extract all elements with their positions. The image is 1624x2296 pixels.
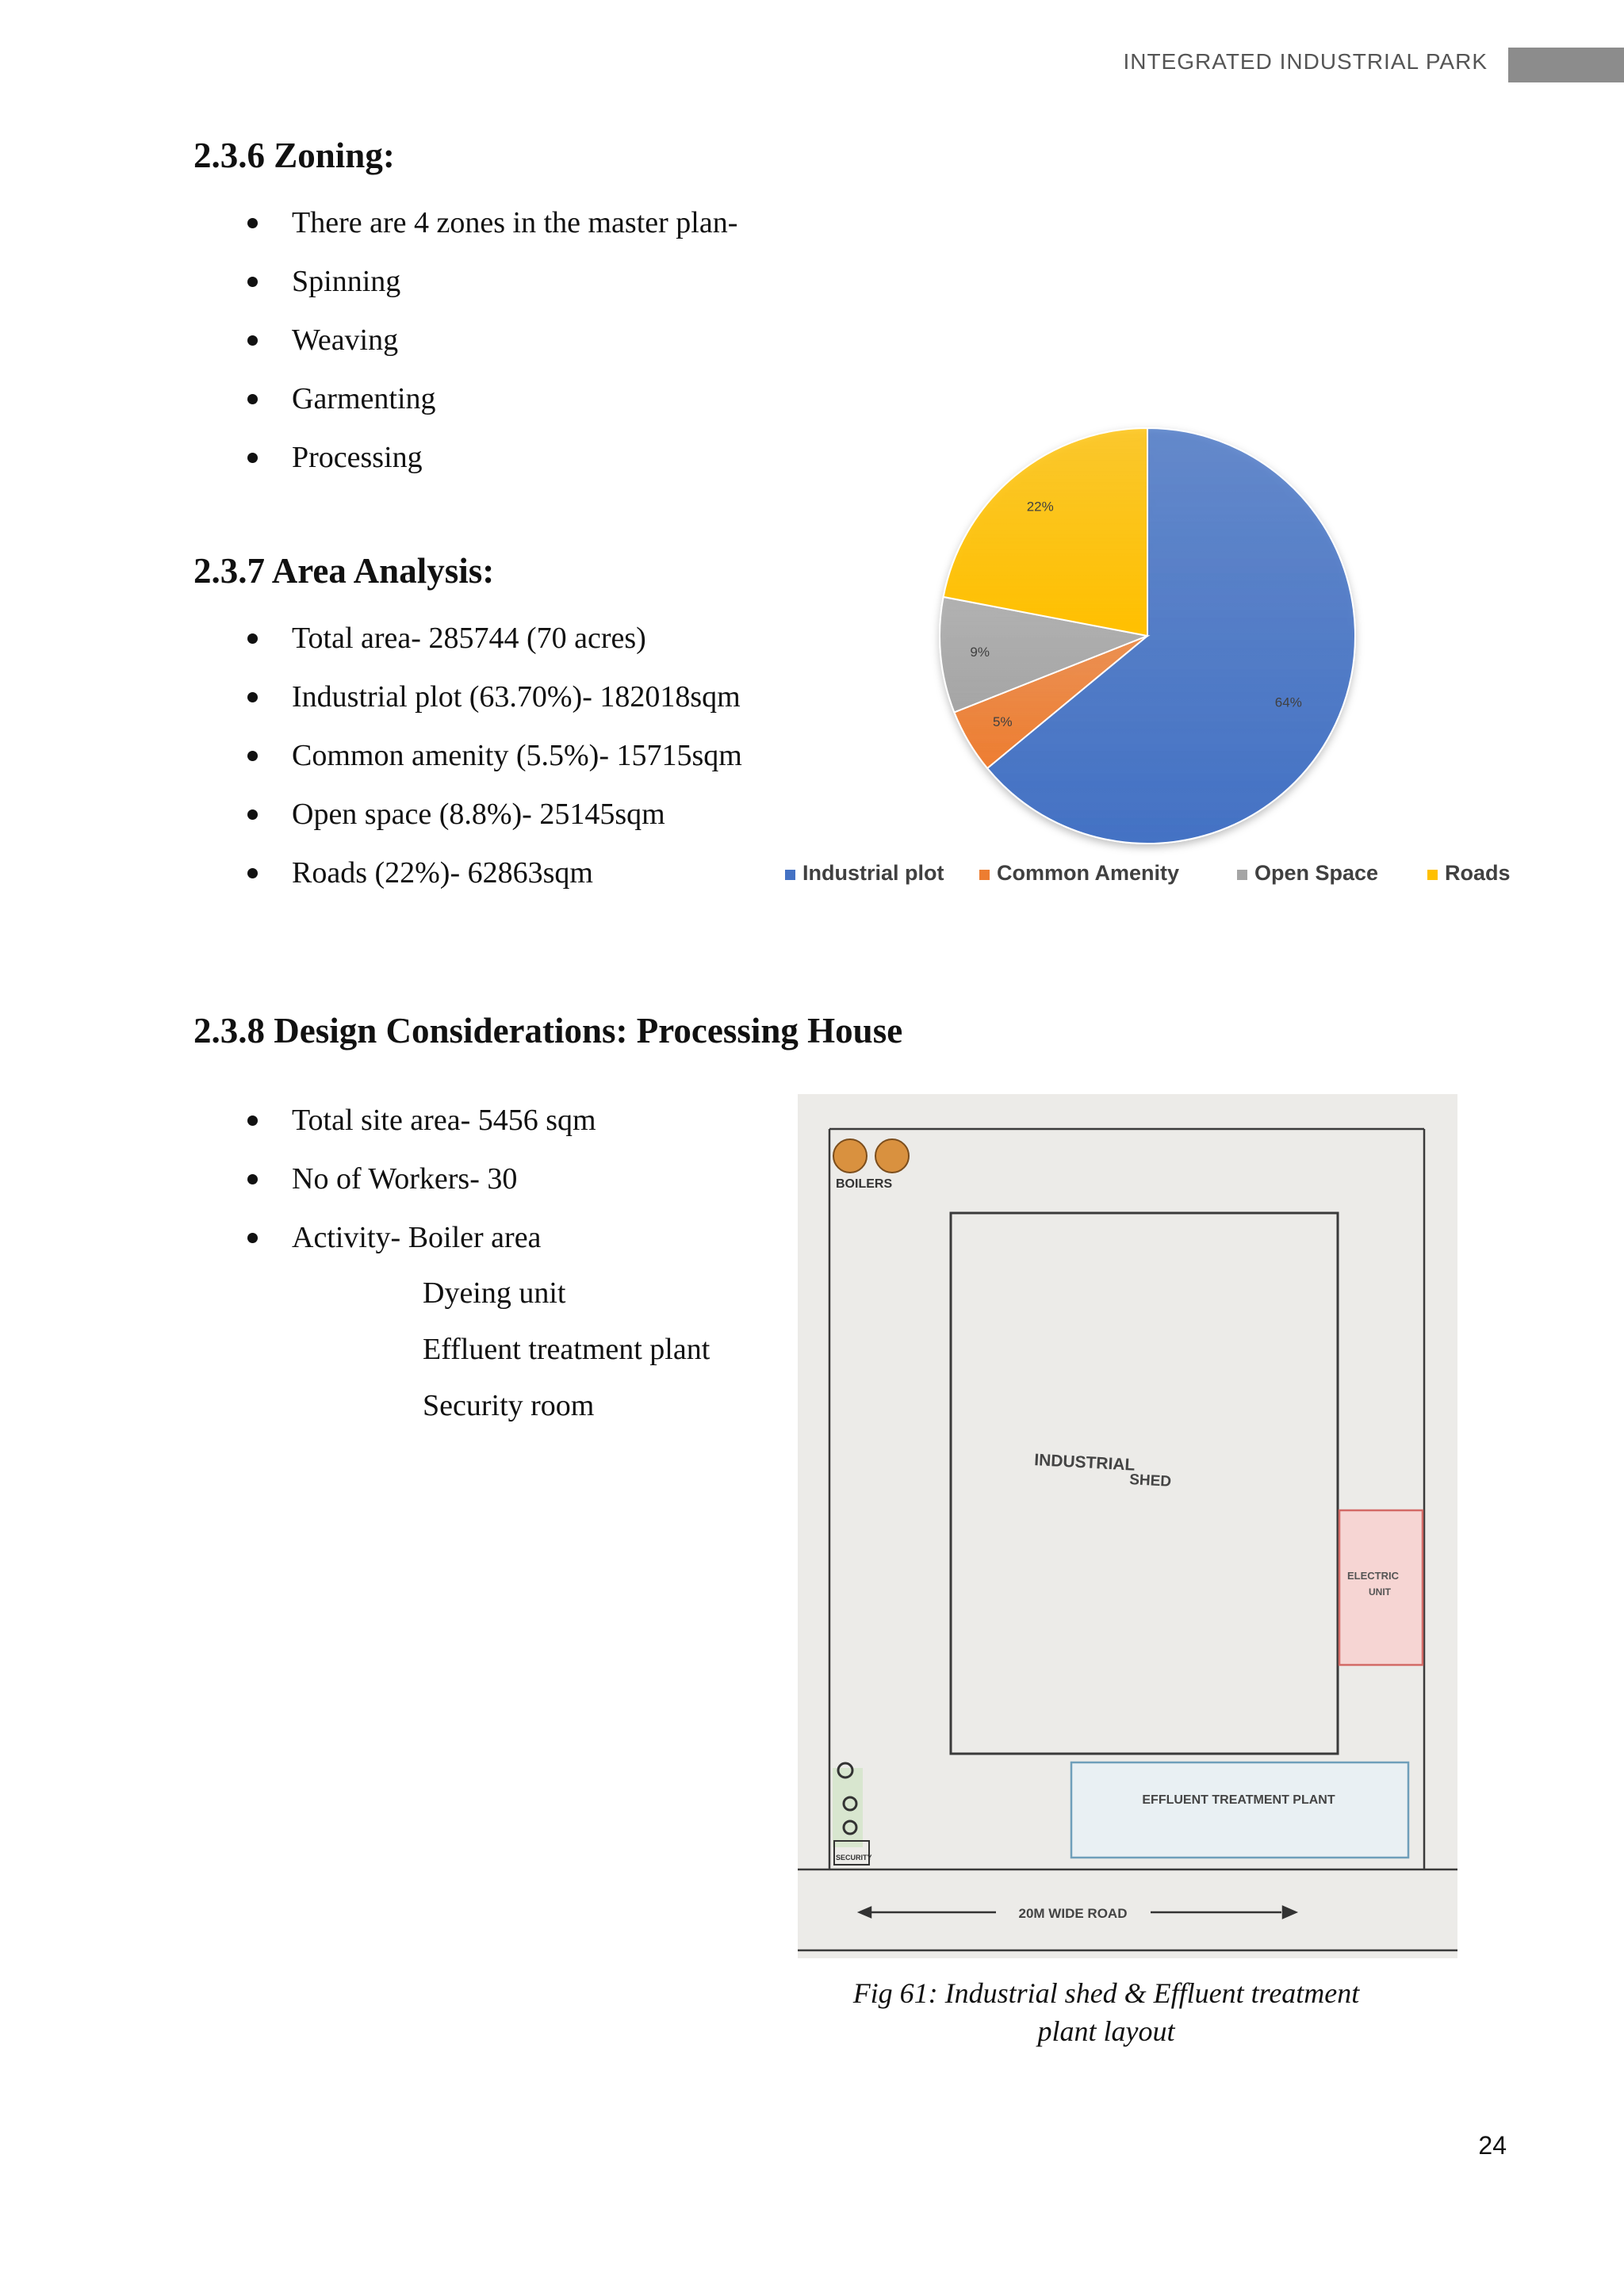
legend-item [785,861,944,885]
legend-label: Roads [1445,861,1511,885]
legend-label: Industrial plot [802,861,944,885]
figure-caption [817,1974,1396,2050]
site-plan-sketch [798,1094,1457,1958]
caption-line1: Fig 61: Industrial shed & Effluent treatment [852,1977,1360,2009]
electrical-label-line1: ELECTRIC [1347,1570,1399,1582]
page-number: 24 [1478,2131,1507,2160]
heading-design-considerations: 2.3.8 Design Considerations: Processing House [193,1011,903,1050]
legend-swatch [979,870,990,880]
pie-data-label: 5% [993,714,1013,730]
list-item: Open space (8.8%)- 25145sqm [238,785,742,844]
boilers-label: BOILERS [836,1177,893,1191]
list-item: Effluent treatment plant [423,1333,710,1366]
pie-data-label: 22% [1026,499,1054,515]
legend-swatch [1237,870,1247,880]
legend-label: Open Space [1254,861,1379,885]
boiler-circle-icon [833,1139,867,1173]
road-label: 20M WIDE ROAD [1018,1906,1128,1921]
etp-outline [1071,1762,1408,1858]
etp-label: EFFLUENT TREATMENT PLANT [1142,1793,1335,1807]
security-greenery [833,1768,863,1847]
list-item: Roads (22%)- 62863sqm [238,844,742,902]
list-item: Dyeing unit [423,1276,566,1310]
site-plan-drawing [798,1094,1457,1958]
caption-line2: plant layout [1037,2015,1175,2047]
legend-swatch [785,870,795,880]
electrical-label-line2: UNIT [1369,1586,1391,1598]
activity-sub-list [423,1265,710,1434]
area-pie-chart [761,404,1562,912]
list-item: There are 4 zones in the master plan- [238,193,737,252]
legend-swatch [1427,870,1438,880]
list-item: Total site area- 5456 sqm [238,1091,596,1150]
shed-label-line2: SHED [1128,1471,1172,1490]
list-item: Common amenity (5.5%)- 15715sqm [238,726,742,785]
legend-label: Common Amenity [997,861,1180,885]
boiler-circle-icon [875,1139,909,1173]
list-item: Total area- 285744 (70 acres) [238,609,742,668]
header-title: INTEGRATED INDUSTRIAL PARK [1123,49,1488,74]
pie-data-label: 9% [970,644,990,660]
legend-item [1427,861,1511,885]
zoning-list [238,193,737,487]
design-list [238,1091,596,1267]
header-bar [1508,48,1624,82]
list-item: Garmenting [238,369,737,428]
heading-area-analysis: 2.3.7 Area Analysis: [193,551,495,591]
pie-data-label: 64% [1274,695,1302,710]
list-item: Spinning [238,252,737,311]
list-item: Security room [423,1389,595,1422]
legend-item [1237,861,1378,885]
legend-item [979,861,1179,885]
security-label: SECURITY [836,1854,872,1862]
list-item: Processing [238,428,737,487]
list-item: Weaving [238,311,737,369]
area-list [238,609,742,902]
list-item: Industrial plot (63.70%)- 182018sqm [238,668,742,726]
list-item: Activity- Boiler area [238,1208,596,1267]
list-item: No of Workers- 30 [238,1150,596,1208]
heading-zoning: 2.3.6 Zoning: [193,136,395,175]
shed-label-line1: INDUSTRIAL [1033,1451,1136,1475]
